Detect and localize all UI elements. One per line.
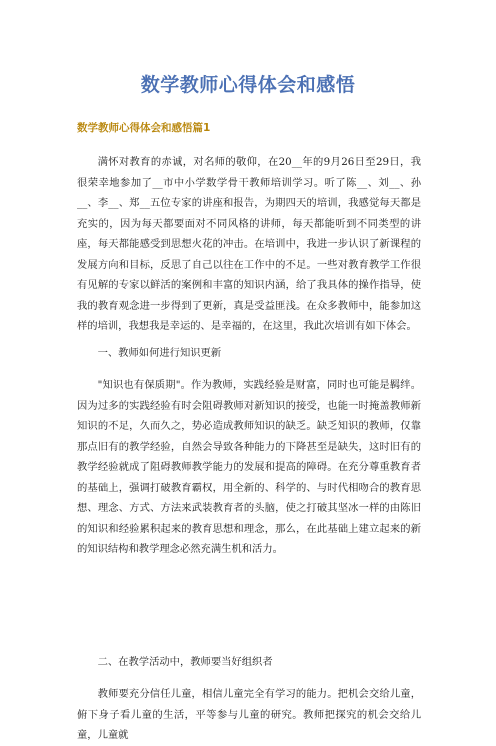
paragraph-intro: 满怀对教育的赤诚，对名师的敬仰，在20__年的9月26日至29日，我很荣幸地参加了__市中小学数学骨干教师培训学习。听了陈__、刘__、孙__、李__、郑__五位专家的讲座和报告，为期四天的培训，我感觉每天都是充实的，因为每天都要面对不同风格的讲师，每天都能听到不同类型的讲座，每天都能感受到思想火花的冲击。在培训中，我进一步认识了新课程的发展方向和目标，反思了自己以往在工作中的不足。一些对教育教学工作很有见解的专家以鲜活的案例和丰富的知识内涵，给了我具体的操作指导，使我的教育观念进一步得到了更新，真是受益匪浅。在众多教师中，能参加这样的培训，我想我是幸运的、是幸福的，在这里，我此次培训有如下体会。 [77,156,421,332]
section-heading-1: 一、教师如何进行知识更新 [97,347,222,359]
paragraph-knowledge-update: "知识也有保质期"。作为教师，实践经验是财富，同时也可能是羁绊。因为过多的实践经验有时会阻碍教师对新知识的接受，也能一时掩盖教师新知识的不足，久而久之，势必造成教师知识的缺乏。缺乏知识的教师，仅靠那点旧有的教学经验，自然会导致各种能力的下降甚至是缺失，这时旧有的教学经验就成了阻碍教师教学能力的发展和提高的障碍。在充分尊重教育者的基础上，强调打破教育霸权，用全新的、科学的、与时代相吻合的教育思想、理念、方式、方法来武装教育者的头脑，使之打破其坚冰一样的由陈旧的知识和经验累积起来的教育思想和理念，那么，在此基础上建立起来的新的知识结构和教学理念必然充满生机和活力。 [77,379,421,555]
page-title: 数学教师心得体会和感悟 [140,74,356,96]
section-subtitle: 数学教师心得体会和感悟篇1 [77,122,211,134]
section-heading-2: 二、在教学活动中，教师要当好组织者 [97,656,273,668]
paragraph-organizer: 教师要充分信任儿童，相信儿童完全有学习的能力。把机会交给儿童，俯下身子看儿童的生活，平等参与儿童的研究。教师把探究的机会交给儿童，儿童就 [77,688,421,741]
